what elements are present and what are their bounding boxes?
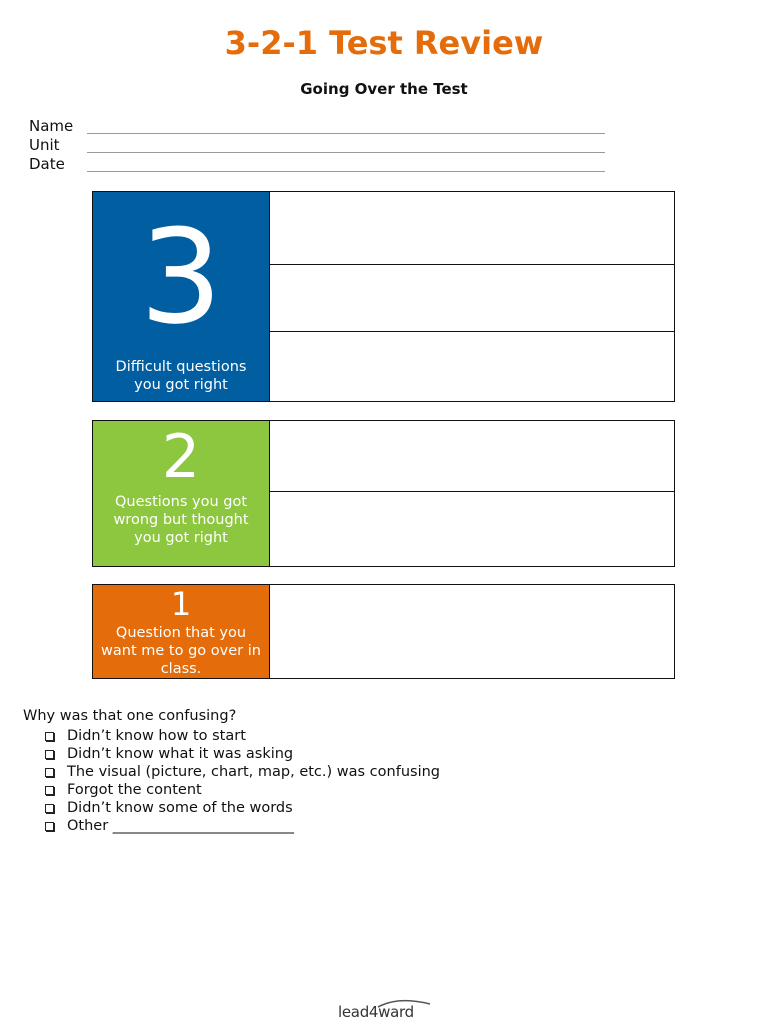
checkbox-icon[interactable]	[45, 804, 54, 813]
unit-field[interactable]	[29, 136, 609, 155]
answer-cell[interactable]	[270, 192, 674, 264]
block-three	[92, 191, 675, 402]
block-three-number: 3	[139, 201, 223, 353]
option-item[interactable]	[45, 817, 440, 835]
name-line[interactable]	[87, 133, 605, 134]
option-label: Didn’t know some of the words	[67, 800, 293, 816]
date-field[interactable]	[29, 155, 609, 174]
option-label: Didn’t know what it was asking	[67, 746, 294, 762]
option-label: Other _________________________	[67, 818, 295, 834]
followup-question: Why was that one confusing?	[23, 708, 237, 724]
option-item[interactable]	[45, 727, 440, 745]
date-line[interactable]	[87, 171, 605, 172]
block-two-description: Questions you got wrong but thought you got right	[113, 494, 249, 546]
option-item[interactable]	[45, 781, 440, 799]
date-label: Date	[29, 155, 65, 173]
lead4ward-logo	[338, 998, 433, 1022]
option-item[interactable]	[45, 799, 440, 817]
page-title: 3-2-1 Test Review	[224, 24, 544, 62]
logo-text: lead4ward	[338, 1003, 414, 1021]
name-label: Name	[29, 117, 74, 135]
block-two-number: 2	[161, 422, 201, 492]
block-three-side	[93, 192, 269, 401]
block-three-description: Difficult questions you got right	[115, 359, 247, 393]
unit-label: Unit	[29, 136, 60, 154]
block-one-cells	[269, 585, 674, 678]
block-one	[92, 584, 675, 679]
followup-options	[45, 727, 440, 835]
block-two-cells	[269, 421, 674, 566]
block-three-cells	[269, 192, 674, 401]
option-label: The visual (picture, chart, map, etc.) was confusing	[67, 764, 440, 780]
checkbox-icon[interactable]	[45, 732, 54, 741]
block-two-side	[93, 421, 269, 566]
answer-cell[interactable]	[270, 491, 674, 566]
block-one-description: Question that you want me to go over in class.	[101, 625, 261, 677]
answer-cell[interactable]	[270, 585, 674, 678]
block-two	[92, 420, 675, 567]
checkbox-icon[interactable]	[45, 768, 54, 777]
option-item[interactable]	[45, 745, 440, 763]
checkbox-icon[interactable]	[45, 786, 54, 795]
checkbox-icon[interactable]	[45, 822, 54, 831]
answer-cell[interactable]	[270, 264, 674, 332]
block-one-number: 1	[170, 585, 192, 623]
name-field[interactable]	[29, 117, 609, 136]
checkbox-icon[interactable]	[45, 750, 54, 759]
page-subtitle: Going Over the Test	[300, 80, 468, 98]
block-one-side	[93, 585, 269, 678]
option-label: Forgot the content	[67, 782, 202, 798]
option-label: Didn’t know how to start	[67, 728, 246, 744]
unit-line[interactable]	[87, 152, 605, 153]
answer-cell[interactable]	[270, 421, 674, 491]
answer-cell[interactable]	[270, 331, 674, 401]
option-item[interactable]	[45, 763, 440, 781]
